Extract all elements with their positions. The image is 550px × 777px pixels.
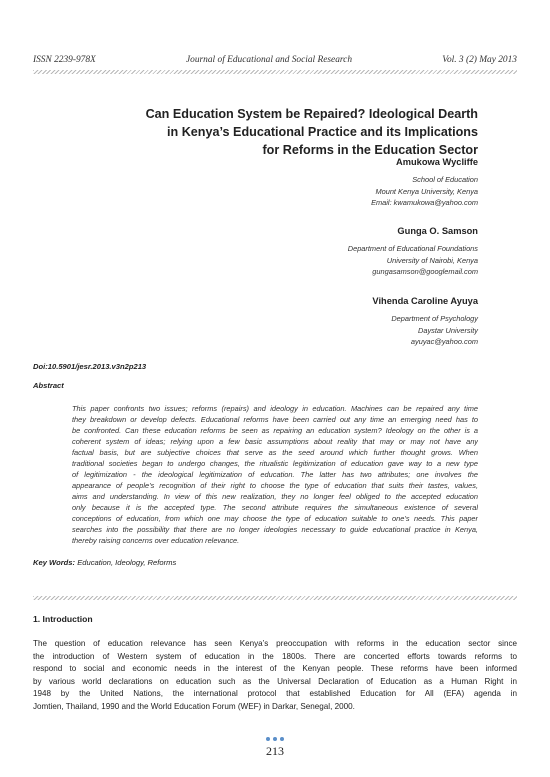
abstract-line: of legitimization - the ideological legitimization of education. The latter has two attributes; one involves the	[72, 470, 478, 479]
author-name: Vihenda Caroline Ayuya	[372, 296, 478, 306]
page-dots-ornament	[0, 737, 550, 741]
title-line: Can Education System be Repaired? Ideological Dearth	[145, 107, 478, 121]
title-line: in Kenya’s Educational Practice and its Implications	[167, 125, 478, 139]
keywords-text: Education, Ideology, Reforms	[77, 558, 177, 567]
dot-icon	[273, 737, 277, 741]
author-affiliation	[178, 243, 478, 278]
body-line: the introduction of Western system of education in the 1800s. There are concerted efforts towards reforms to	[33, 651, 517, 661]
volume-text: Vol. 3 (2) May 2013	[442, 55, 517, 65]
affiliation-line: Department of Educational Foundations	[347, 244, 478, 253]
author-name: Gunga O. Samson	[397, 226, 478, 236]
page-number: 213	[266, 744, 284, 758]
body-line: by various world declarations on education such as the Universal Declaration of Education as a Human Right in	[33, 676, 517, 686]
author-block	[178, 296, 478, 348]
abstract-line: aims and understanding. In view of this new realization, they no longer feel obliged to the accepted education	[72, 492, 478, 501]
author-affiliation	[178, 313, 478, 348]
body-line: Jomtien, Thailand, 1990 and the World Education Forum (WEF) in Darkar, Senegal, 2000.	[33, 701, 355, 711]
affiliation-line: School of Education	[412, 175, 478, 184]
author-name: Amukowa Wycliffe	[396, 157, 478, 167]
abstract-line: conceptions of education, from which one may choose the type of education suitable to one’s needs. This paper	[72, 514, 478, 523]
header-divider	[33, 70, 517, 74]
section-heading: 1. Introduction	[33, 614, 93, 624]
title-line: for Reforms in the Education Sector	[262, 143, 478, 157]
body-line: respond to social and economic needs in the interest of the Kenyan people. These reforms have been informed	[33, 664, 517, 674]
keywords-label: Key Words:	[33, 558, 76, 567]
affiliation-line: Daystar University	[418, 325, 478, 335]
affiliation-line: Department of Psychology	[391, 314, 478, 323]
abstract-line: factual basis, but are subjective choices that serve as the seed around which further thought grows. When	[72, 448, 478, 457]
journal-name: Journal of Educational and Social Research	[186, 55, 353, 65]
author-email[interactable]: gungasamson@googlemail.com	[372, 267, 478, 276]
abstract-line: thereby raising concerns over education relevance.	[72, 536, 240, 545]
author-block	[178, 157, 478, 209]
abstract-line: This paper confronts two issues; reforms (repairs) and ideology in education. Machines can be repaired any time	[72, 404, 478, 413]
abstract-line: be confronted. Can these education reforms be seen as repairing an education system? Ideology on the other is a	[72, 426, 478, 435]
dot-icon	[266, 737, 270, 741]
abstract-line: traditional societies began to undergo changes, the ritualistic legitimization of education gave way to a new type	[72, 459, 478, 468]
affiliation-line: University of Nairobi, Kenya	[386, 255, 478, 265]
issn-text: ISSN 2239-978X	[33, 55, 96, 65]
abstract-line: they breakdown or develop defects. Educational reforms have been carried out any time an emerging need has to	[72, 415, 478, 424]
abstract-heading: Abstract	[33, 381, 64, 390]
dot-icon	[280, 737, 284, 741]
keywords	[33, 558, 176, 567]
affiliation-line: Mount Kenya University, Kenya	[375, 186, 478, 196]
author-email[interactable]: Email: kwamukowa@yahoo.com	[371, 198, 478, 207]
body-line: The question of education relevance has seen Kenya’s preoccupation with reforms in the education sector since	[33, 639, 517, 648]
author-block	[178, 226, 478, 278]
author-email[interactable]: ayuyac@yahoo.com	[410, 337, 478, 346]
doi-link[interactable]: Doi:10.5901/jesr.2013.v3n2p213	[33, 362, 147, 371]
running-header	[33, 55, 517, 65]
section-divider	[33, 596, 517, 600]
author-affiliation	[178, 174, 478, 209]
abstract-line: appearance of people’s recognition of their right to choose the type of education that suits their tastes, values,	[72, 481, 478, 490]
introduction-body	[33, 638, 517, 714]
paper-title	[98, 105, 478, 159]
abstract-line: searches into the possibility that there are no longer ideologies necessary to guide educational practice in Kenya,	[72, 525, 478, 534]
body-line: 1948 by the United Nations, the international protocol that established Education for All (EFA) agenda in	[33, 689, 517, 699]
abstract-line: coherent system of ideas; relying upon a few basic assumptions about reality that may or may not have any	[72, 437, 478, 446]
abstract-line: only because it is the accepted type. The second attribute requires the simultaneous existence of several	[72, 503, 478, 512]
abstract-body	[72, 403, 478, 546]
